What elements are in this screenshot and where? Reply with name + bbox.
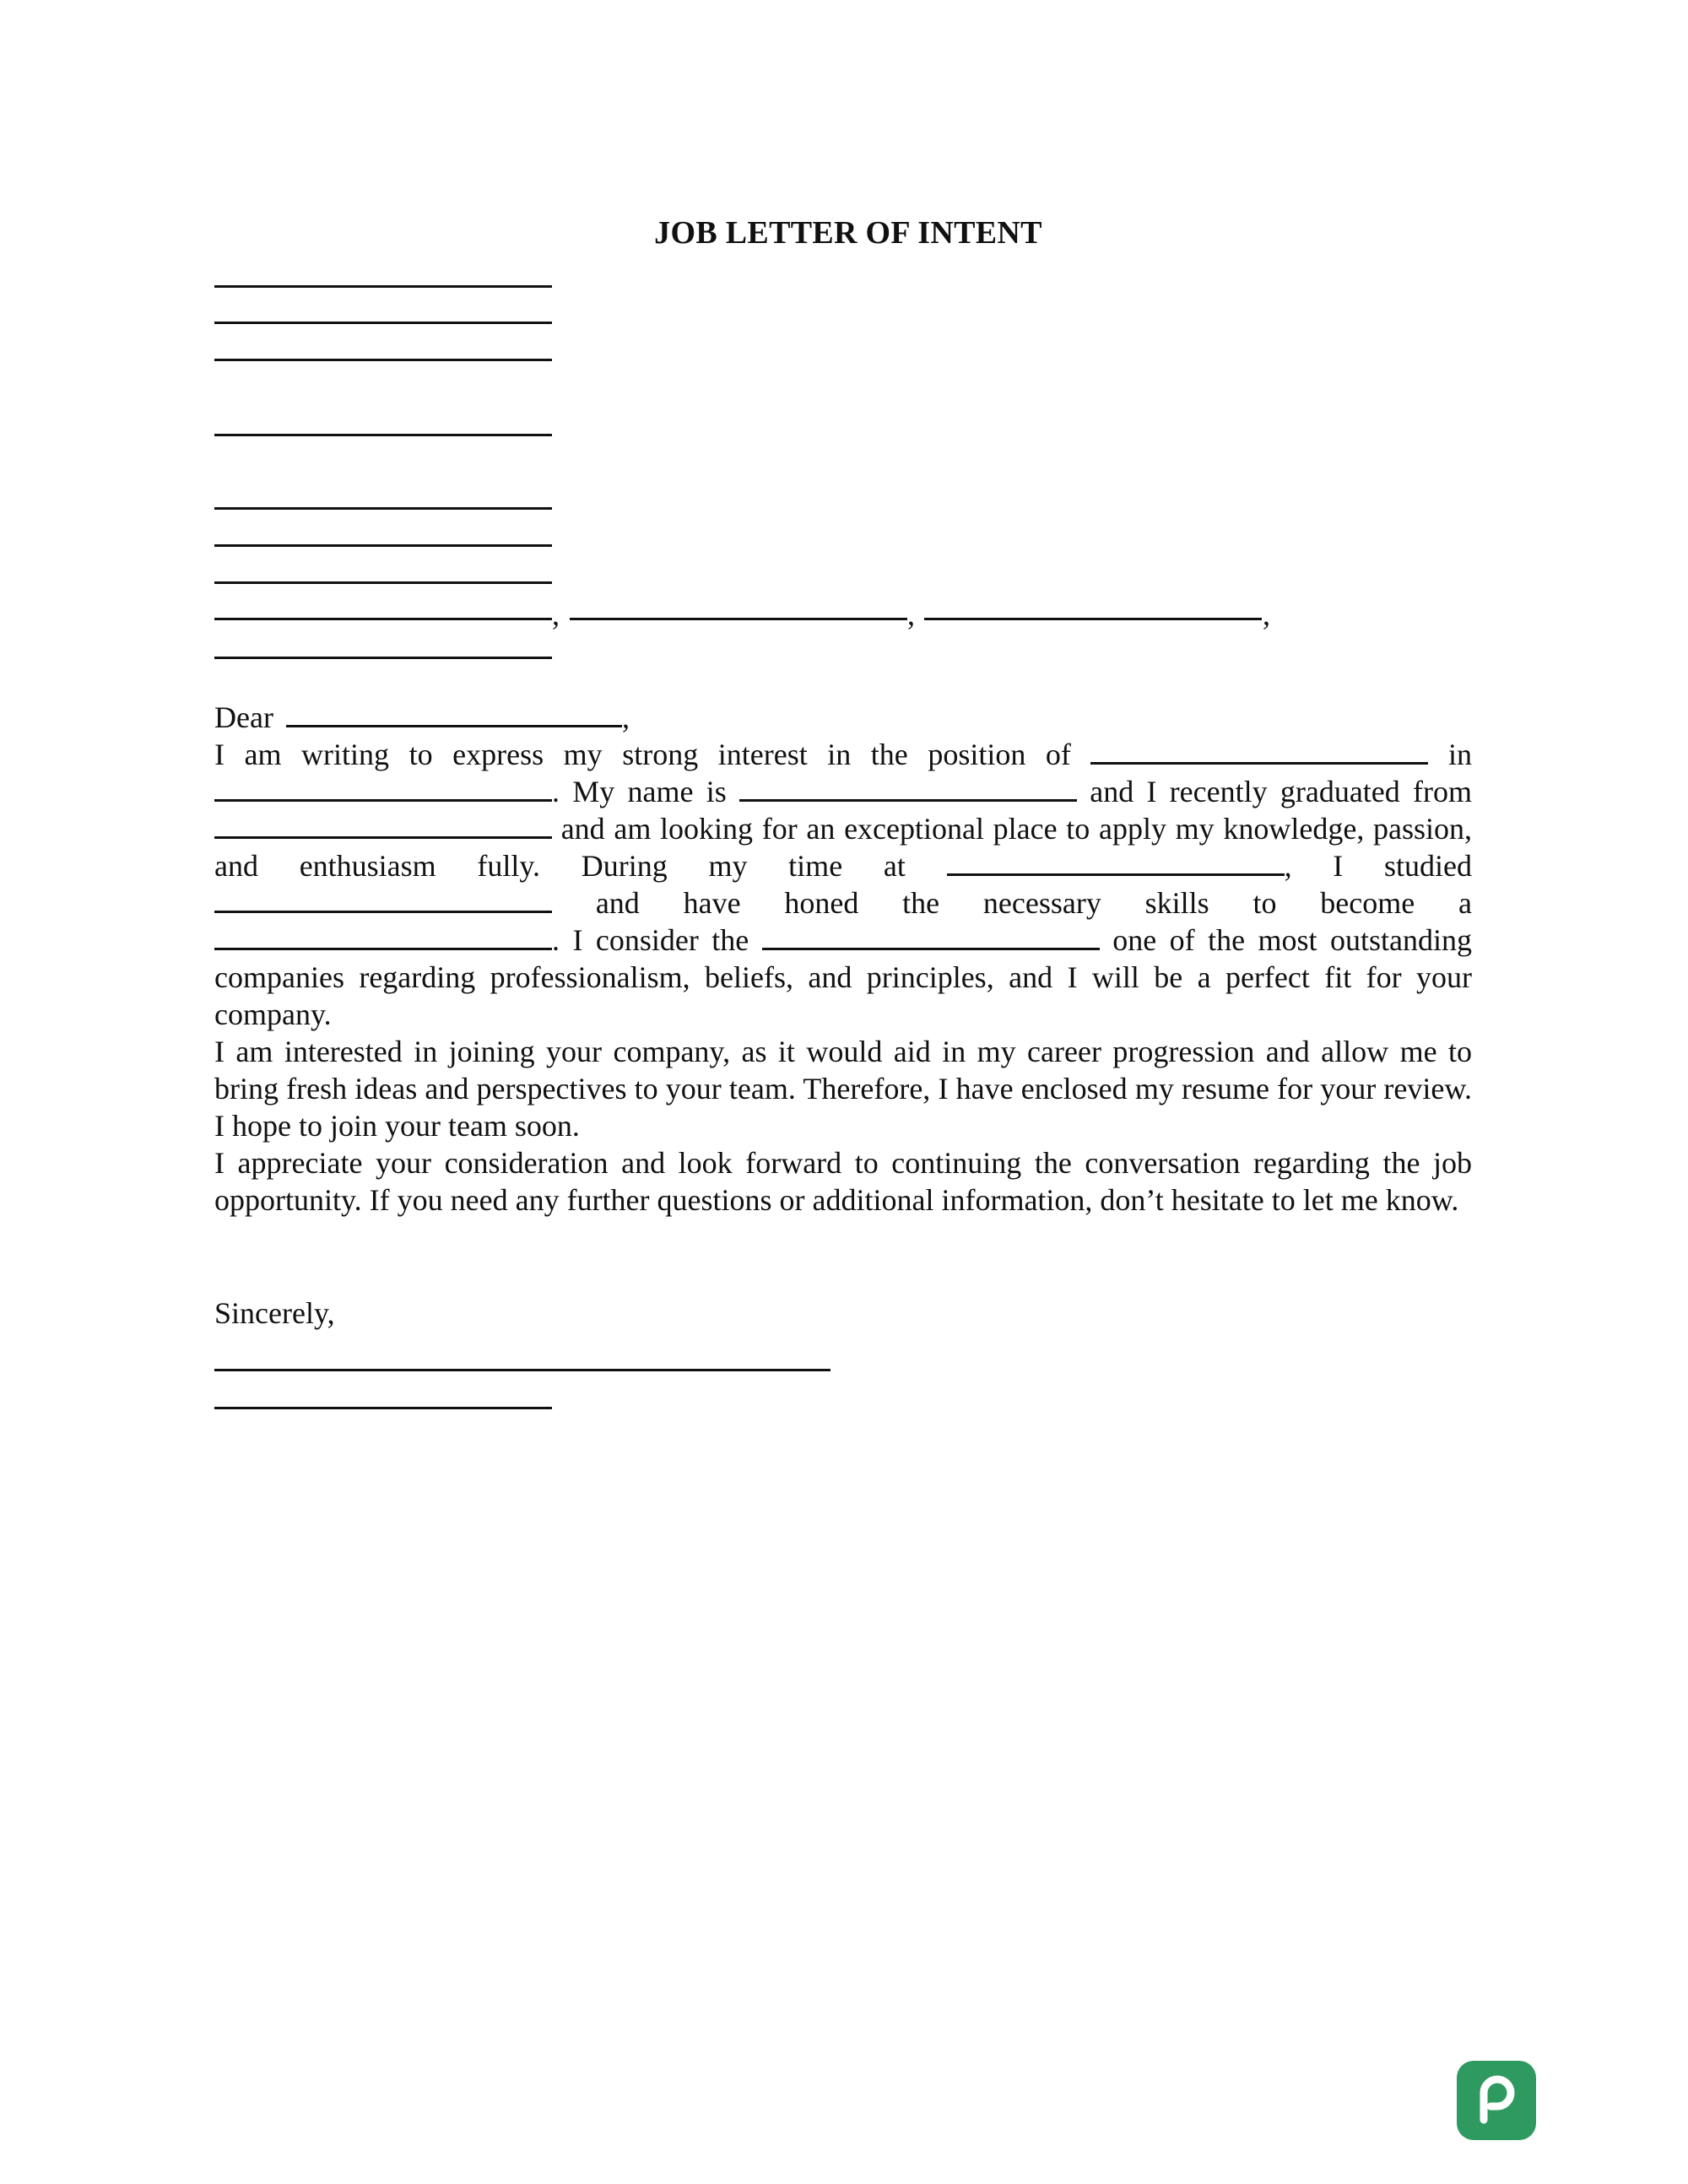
p1-text-2: in: [1447, 738, 1472, 771]
p1-text-1: I am writing to express my strong interest in the position of: [214, 738, 1071, 771]
recipient-city-line: [214, 618, 552, 620]
printed-name-line: [214, 1407, 552, 1409]
comma-separator: ,: [907, 597, 915, 631]
p1-text-6: , I studied: [1284, 849, 1473, 883]
comma-separator: ,: [621, 700, 630, 734]
recipient-zip-line: [924, 618, 1262, 620]
p1-text-3: . My name is: [552, 775, 727, 808]
paragraph-2: I am interested in joining your company, as it would aid in my career progression and allow me to bring fresh ideas and perspectives to your team. Therefore, I have enclosed my resume for your review. I hope to join your team soon.: [214, 1035, 1472, 1143]
recipient-name-blank: [286, 700, 622, 727]
recipient-line-3: [214, 581, 552, 584]
recipient-line-5: [214, 657, 552, 659]
school-name-blank: [947, 848, 1285, 876]
closing: Sincerely,: [214, 1296, 335, 1330]
sender-line-2: [214, 322, 552, 324]
sender-line-1: [214, 285, 552, 288]
sender-line-3: [214, 359, 552, 361]
comma-separator: ,: [552, 597, 560, 631]
p1-text-4: and I recently graduated from: [1090, 775, 1472, 808]
recipient-line-1: [214, 507, 552, 510]
brand-p-logo-icon: [1457, 2061, 1536, 2140]
salutation: Dear: [214, 700, 273, 734]
recipient-state-line: [570, 618, 907, 620]
date-line: [214, 434, 552, 436]
p1-text-9: one of the most outstanding companies regarding professionalism, beliefs, and principles, and I will be a perfect fit for your company.: [214, 923, 1473, 1031]
company-name-blank: [762, 922, 1100, 950]
document-title: JOB LETTER OF INTENT: [654, 215, 1042, 251]
comma-separator: ,: [1263, 597, 1270, 631]
field-of-study-blank: [214, 885, 552, 913]
paragraph-1: [214, 736, 1472, 1219]
profession-blank: [214, 922, 552, 950]
p1-text-7: and have honed the necessary skills to become a: [595, 886, 1473, 920]
recipient-line-2: [214, 544, 552, 547]
salutation-line: [214, 699, 630, 736]
p1-text-8: . I consider the: [552, 923, 749, 957]
company-blank: [214, 774, 552, 802]
p1-text-5: and am looking for an exceptional place to apply my knowledge, passion, and enthusiasm fully. During my time at: [214, 812, 1473, 883]
signature-line: [214, 1369, 830, 1371]
paragraph-3: I appreciate your consideration and look forward to continuing the conversation regarding the job opportunity. If you need any further questions or additional information, don’t hesitate to let me know.: [214, 1146, 1472, 1217]
applicant-name-blank: [739, 774, 1077, 802]
school-blank: [214, 811, 552, 839]
position-blank: [1090, 737, 1428, 765]
